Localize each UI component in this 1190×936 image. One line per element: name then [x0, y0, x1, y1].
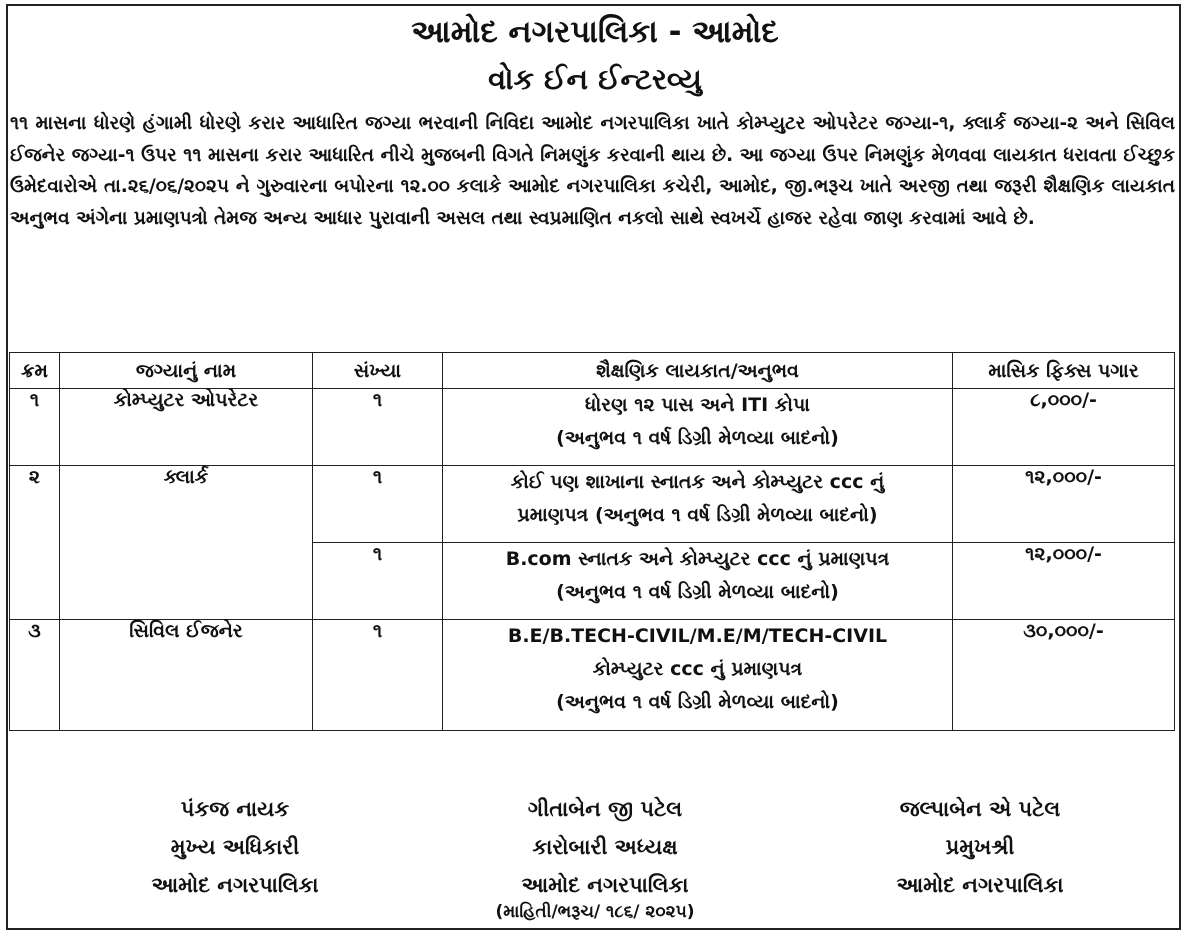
row-post: ક્લાર્ક — [60, 466, 313, 620]
row-num: ૨ — [10, 466, 60, 620]
row-post: કોમ્પ્યુટર ઓપરેટર — [60, 389, 313, 466]
row-num: ૧ — [10, 389, 60, 466]
signatory-role: મુખ્ય અધિકારી — [170, 835, 300, 859]
header-qualification: શૈક્ષણિક લાયકાત/અનુભવ — [443, 353, 953, 389]
row-count: ૧ — [313, 389, 443, 466]
signatory-org: આમોદ નગરપાલિકા — [151, 873, 319, 897]
row-qualification — [443, 389, 953, 466]
signatory-role: પ્રમુખશ્રી — [945, 835, 1015, 859]
signatory-name: જલ્પાબેન એ પટેલ — [899, 797, 1061, 821]
qualification-line: પ્રમાણપત્ર (અનુભવ ૧ વર્ષ ડિગ્રી મેળવ્યા બાદનો) — [517, 504, 878, 526]
notice-title: આમોદ નગરપાલિકા - આમોદ — [411, 14, 779, 50]
signatory-block — [435, 790, 775, 904]
reference-number: (માહિતી/ભરૂચ/ ૧૮૬/ ૨૦૨૫) — [495, 902, 695, 922]
signatory-block — [810, 790, 1150, 904]
qualification-line: (અનુભવ ૧ વર્ષ ડિગ્રી મેળવ્યા બાદનો) — [556, 691, 839, 713]
signatory-org: આમોદ નગરપાલિકા — [896, 873, 1064, 897]
intro-paragraph: ૧૧ માસના ધોરણે હંગામી ધોરણે કરાર આધારિત જગ્યા ભરવાની નિવિદા આમોદ નગરપાલિકા ખાતે કોમ્પ્યુટર ઓપરેટર જગ્યા-૧, ક્લાર્ક જગ્યા-૨ અને સિવિલ ઈજનેર જગ્યા-૧ ઉપર ૧૧ માસના કરાર આધારિત નીચે મુજબની વિગતે નિમણુંક કરવાની થાય છે. આ જગ્યા ઉપર નિમણુંક મેળવવા લાયકાત ધરાવતા ઈચ્છુક ઉમેદવારોએ તા.૨૬/૦૬/૨૦૨૫ ને ગુરુવારના બપોરના ૧૨.૦૦ કલાકે આમોદ નગરપાલિકા કચેરી, આમોદ, જી.ભરૂચ ખાતે અરજી તથા જરૂરી શૈક્ષણિક લાયકાત અનુભવ અંગેના પ્રમાણપત્રો તેમજ અન્ય આધાર પુરાવાની અસલ તથા સ્વપ્રમાણિત નકલો સાથે સ્વખર્ચે હાજર રહેવા જાણ કરવામાં આવે છે. — [10, 113, 1175, 229]
row-count: ૧ — [313, 543, 443, 620]
qualification-line: (અનુભવ ૧ વર્ષ ડિગ્રી મેળવ્યા બાદનો) — [556, 427, 839, 449]
header-num: ક્રમ — [10, 353, 60, 389]
row-salary: ૮,૦૦૦/- — [953, 389, 1175, 466]
row-count: ૧ — [313, 466, 443, 543]
qualification-line: ધોરણ ૧૨ પાસ અને ITI કોપા — [585, 394, 810, 416]
table-header-row — [10, 353, 1175, 389]
header-post: જગ્યાનું નામ — [60, 353, 313, 389]
signatory-block — [65, 790, 405, 904]
qualification-line: B.com સ્નાતક અને કોમ્પ્યુટર ccc નું પ્રમાણપત્ર — [505, 548, 890, 570]
header-salary: માસિક ફિક્સ પગાર — [953, 353, 1175, 389]
row-qualification — [443, 466, 953, 543]
row-qualification — [443, 543, 953, 620]
qualification-line: B.E/B.TECH-CIVIL/M.E/M/TECH-CIVIL — [507, 625, 888, 647]
row-count: ૧ — [313, 620, 443, 731]
notice-subtitle: વોક ઈન ઈન્ટરવ્યુ — [488, 62, 702, 96]
row-post: સિવિલ ઈજનેર — [60, 620, 313, 731]
qualification-line: કોમ્પ્યુટર ccc નું પ્રમાણપત્ર — [592, 658, 803, 680]
signatory-name: પંકજ નાયક — [180, 797, 290, 821]
table-row — [10, 466, 1175, 543]
signatory-org: આમોદ નગરપાલિકા — [521, 873, 689, 897]
qualification-line: (અનુભવ ૧ વર્ષ ડિગ્રી મેળવ્યા બાદનો) — [556, 581, 839, 603]
signatory-name: ગીતાબેન જી પટેલ — [527, 797, 683, 821]
qualification-line: કોઈ પણ શાખાના સ્નાતક અને કોમ્પ્યુટર ccc નું — [510, 471, 885, 493]
signatory-role: કારોબારી અધ્યક્ષ — [532, 835, 678, 859]
table-row — [10, 389, 1175, 466]
vacancy-table — [9, 352, 1175, 731]
row-num: ૩ — [10, 620, 60, 731]
row-salary: ૧૨,૦૦૦/- — [953, 466, 1175, 543]
table-row — [10, 620, 1175, 731]
header-count: સંખ્યા — [313, 353, 443, 389]
row-salary: ૩૦,૦૦૦/- — [953, 620, 1175, 731]
row-salary: ૧૨,૦૦૦/- — [953, 543, 1175, 620]
row-qualification — [443, 620, 953, 731]
